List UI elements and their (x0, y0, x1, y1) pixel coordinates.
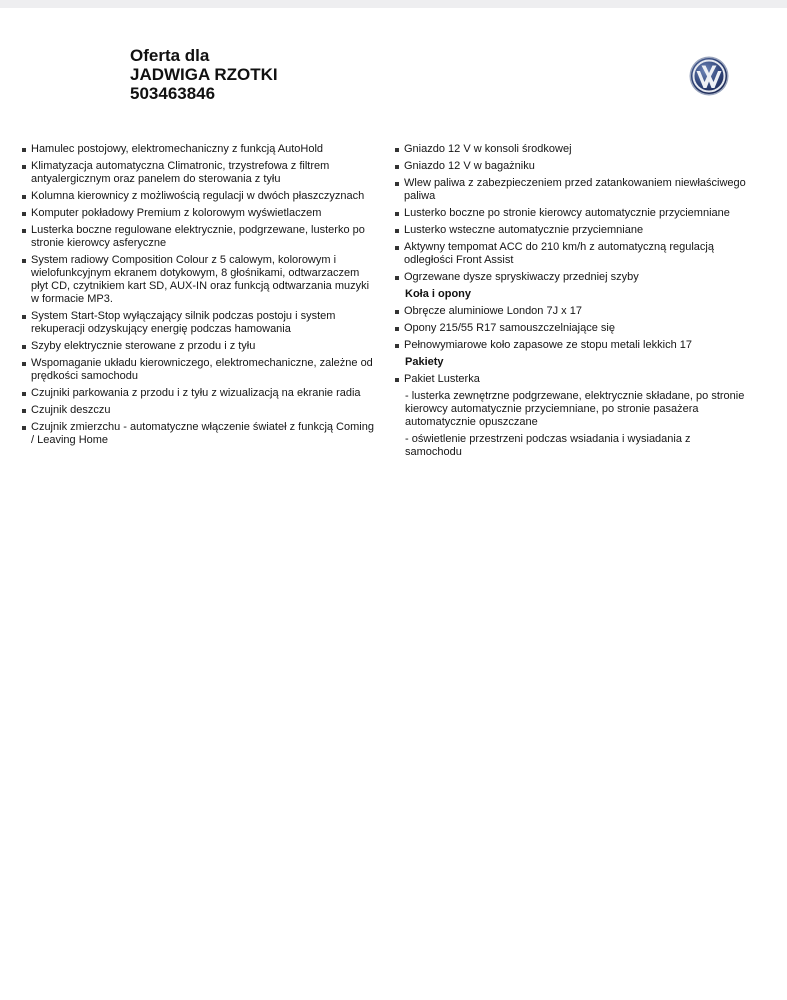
vw-logo-icon (689, 56, 729, 96)
list-item: Wlew paliwa z zabezpieczeniem przed zatankowaniem niewłaściwego paliwa (395, 177, 750, 203)
list-item: Pakiet Lusterka (395, 373, 750, 386)
customer-phone: 503463846 (130, 84, 216, 103)
list-item: System radiowy Composition Colour z 5 calowym, kolorowym i wielofunkcyjnym ekranem dotykowym, 8 głośnikami, odtwarzaczem płyt CD, czytnikiem kart SD, AUX-IN oraz funkcją odtwarzania muzyki w formacie MP3. (22, 254, 377, 306)
offer-title: Oferta dla (130, 46, 210, 65)
list-item: Czujnik deszczu (22, 404, 377, 417)
customer-name: JADWIGA RZOTKI (130, 65, 278, 84)
list-item: Czujnik zmierzchu - automatyczne włączenie świateł z funkcją Coming / Leaving Home (22, 421, 377, 447)
list-item: Hamulec postojowy, elektromechaniczny z funkcją AutoHold (22, 143, 377, 156)
package-detail: - oświetlenie przestrzeni podczas wsiadania i wysiadania z samochodu (405, 433, 691, 458)
list-item: Wspomaganie układu kierowniczego, elektromechaniczne, zależne od prędkości samochodu (22, 357, 377, 383)
list-item: Komputer pokładowy Premium z kolorowym wyświetlaczem (22, 207, 377, 220)
list-item: Opony 215/55 R17 samouszczelniające się (395, 322, 750, 335)
list-item: Szyby elektrycznie sterowane z przodu i z tyłu (22, 340, 377, 353)
top-band (0, 0, 787, 8)
list-item: Gniazdo 12 V w konsoli środkowej (395, 143, 750, 156)
list-item: Aktywny tempomat ACC do 210 km/h z automatyczną regulacją odległości Front Assist (395, 241, 750, 267)
section-heading-wheels: Koła i opony (405, 288, 471, 300)
list-item: Lusterko boczne po stronie kierowcy automatycznie przyciemniane (395, 207, 750, 220)
list-item: Obręcze aluminiowe London 7J x 17 (395, 305, 750, 318)
list-item: Ogrzewane dysze spryskiwaczy przedniej szyby (395, 271, 750, 284)
list-item: Klimatyzacja automatyczna Climatronic, trzystrefowa z filtrem antyalergicznym oraz panelem do sterowania z tyłu (22, 160, 377, 186)
list-item: Lusterko wsteczne automatycznie przyciemniane (395, 224, 750, 237)
equipment-list-left (22, 143, 377, 451)
equipment-list-right (395, 143, 750, 463)
list-item: System Start-Stop wyłączający silnik podczas postoju i system rekuperacji odzyskujący energię podczas hamowania (22, 310, 377, 336)
list-item: Kolumna kierownicy z możliwością regulacji w dwóch płaszczyznach (22, 190, 377, 203)
list-item: Lusterka boczne regulowane elektrycznie, podgrzewane, lusterko po stronie kierowcy asferyczne (22, 224, 377, 250)
list-item: Gniazdo 12 V w bagażniku (395, 160, 750, 173)
offer-header (130, 46, 278, 103)
section-heading-packages: Pakiety (405, 356, 444, 368)
list-item: Czujniki parkowania z przodu i z tyłu z wizualizacją na ekranie radia (22, 387, 377, 400)
package-detail: - lusterka zewnętrzne podgrzewane, elektrycznie składane, po stronie kierowcy automatycznie przyciemniane, po stronie pasażera automatycznie opuszczane (405, 390, 745, 428)
list-item: Pełnowymiarowe koło zapasowe ze stopu metali lekkich 17 (395, 339, 750, 352)
